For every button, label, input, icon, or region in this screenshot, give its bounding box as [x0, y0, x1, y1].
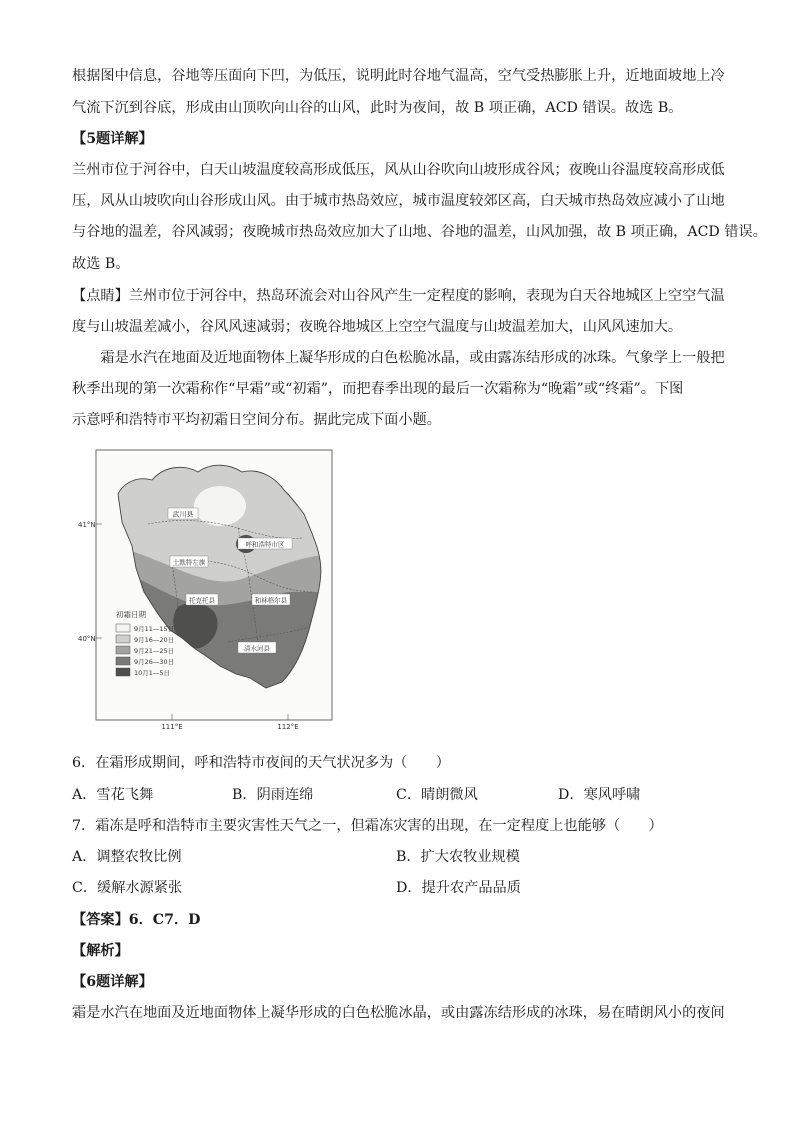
district-label-wuchuan: 武川县: [172, 510, 194, 519]
paragraph-line: 故选 B。: [72, 256, 130, 272]
paragraph-line: 秋季出现的第一次霜称作“早霜”或“初霜”，而把春季出现的最后一次霜称为“晚霜”或“终霜”。下图: [72, 381, 684, 397]
district-label-helingeer: 和林格尔县: [254, 596, 288, 605]
district-label-qingshuihe: 清水河县: [244, 644, 270, 653]
legend-swatch: [116, 668, 130, 676]
q7-option-d: D．提升农产品品质: [396, 880, 521, 896]
q6-option-b: B．阴雨连绵: [232, 787, 314, 803]
district-label-tumote: 土默特左旗: [172, 558, 206, 567]
question-6-stem: 6．在霜形成期间，呼和浩特市夜间的天气状况多为（ ）: [72, 755, 450, 771]
legend-label: 9月16—20日: [134, 636, 175, 644]
legend-swatch: [116, 646, 130, 654]
paragraph-line: 霜是水汽在地面及近地面物体上凝华形成的白色松脆冰晶，或由露冻结形成的冰珠。气象学上一般把: [72, 350, 725, 366]
paragraph-line: 示意呼和浩特市平均初霜日空间分布。据此完成下面小题。: [72, 412, 441, 428]
q6-option-d: D．寒风呼啸: [558, 787, 641, 803]
q7-option-c: C．缓解水源紧张: [72, 880, 183, 896]
paragraph-line: 度与山坡温差减小，谷风风速减弱；夜晚谷地城区上空空气温度与山坡温差加大，山风风速加大。: [72, 319, 683, 335]
section-heading: 【5题详解】: [72, 131, 153, 147]
legend-swatch: [116, 624, 130, 632]
paragraph-line: 气流下沉到谷底，形成由山顶吹向山谷的山风，此时为夜间，故 B 项正确，ACD 错误。故选 B。: [72, 100, 683, 116]
frost-date-map: [78, 442, 340, 732]
legend-swatch: [116, 657, 130, 665]
q7-option-a: A．调整农牧比例: [72, 849, 182, 865]
legend-label: 10月1—5日: [134, 669, 171, 677]
detail-6-heading: 【6题详解】: [72, 974, 153, 990]
lat-label-41: 41°N: [78, 521, 96, 529]
question-7-stem: 7．霜冻是呼和浩特市主要灾害性天气之一，但霜冻灾害的出现，在一定程度上也能够（ ）: [72, 818, 663, 834]
district-label-hohhot: 呼和浩特市区: [245, 540, 285, 549]
answer-line: 【答案】6．C7．D: [72, 912, 201, 928]
paragraph-line: 压，风从山坡吹向山谷形成山风。由于城市热岛效应，城市温度较郊区高，白天城市热岛效应减小了山地: [72, 193, 725, 209]
legend-swatch: [116, 635, 130, 643]
lon-label-112: 112°E: [277, 723, 299, 731]
paragraph-line: 霜是水汽在地面及近地面物体上凝华形成的白色松脆冰晶，或由露冻结形成的冰珠，易在晴朗风小的夜间: [72, 1005, 725, 1021]
paragraph-line: 根据图中信息，谷地等压面向下凹，为低压，说明此时谷地气温高，空气受热膨胀上升，近地面坡地上冷: [72, 68, 725, 84]
q6-option-c: C．晴朗微风: [396, 787, 478, 803]
lat-label-40: 40°N: [78, 635, 96, 643]
q7-option-b: B．扩大农牧业规模: [396, 849, 520, 865]
tip-line: 【点睛】兰州市位于河谷中，热岛环流会对山谷风产生一定程度的影响，表现为白天谷地城区上空空气温: [72, 288, 725, 304]
q6-option-a: A．雪花飞舞: [72, 787, 154, 803]
legend-label: 9月21—25日: [134, 647, 175, 655]
analysis-heading: 【解析】: [72, 943, 129, 959]
paragraph-line: 与谷地的温差，谷风减弱；夜晚城市热岛效应加大了山地、谷地的温差，山风加强，故 B 项正确，ACD 错误。: [72, 224, 767, 240]
legend-label: 9月11—15日: [134, 625, 175, 633]
lon-label-111: 111°E: [161, 723, 183, 731]
paragraph-line: 兰州市位于河谷中，白天山坡温度较高形成低压，风从山谷吹向山坡形成谷风；夜晚山谷温度较高形成低: [72, 162, 725, 178]
legend-title: 初霜日期: [116, 610, 146, 619]
district-label-tuoketuo: 托克托县: [189, 596, 215, 605]
frost-map-svg: [78, 442, 340, 732]
legend-label: 9月26—30日: [134, 658, 175, 666]
